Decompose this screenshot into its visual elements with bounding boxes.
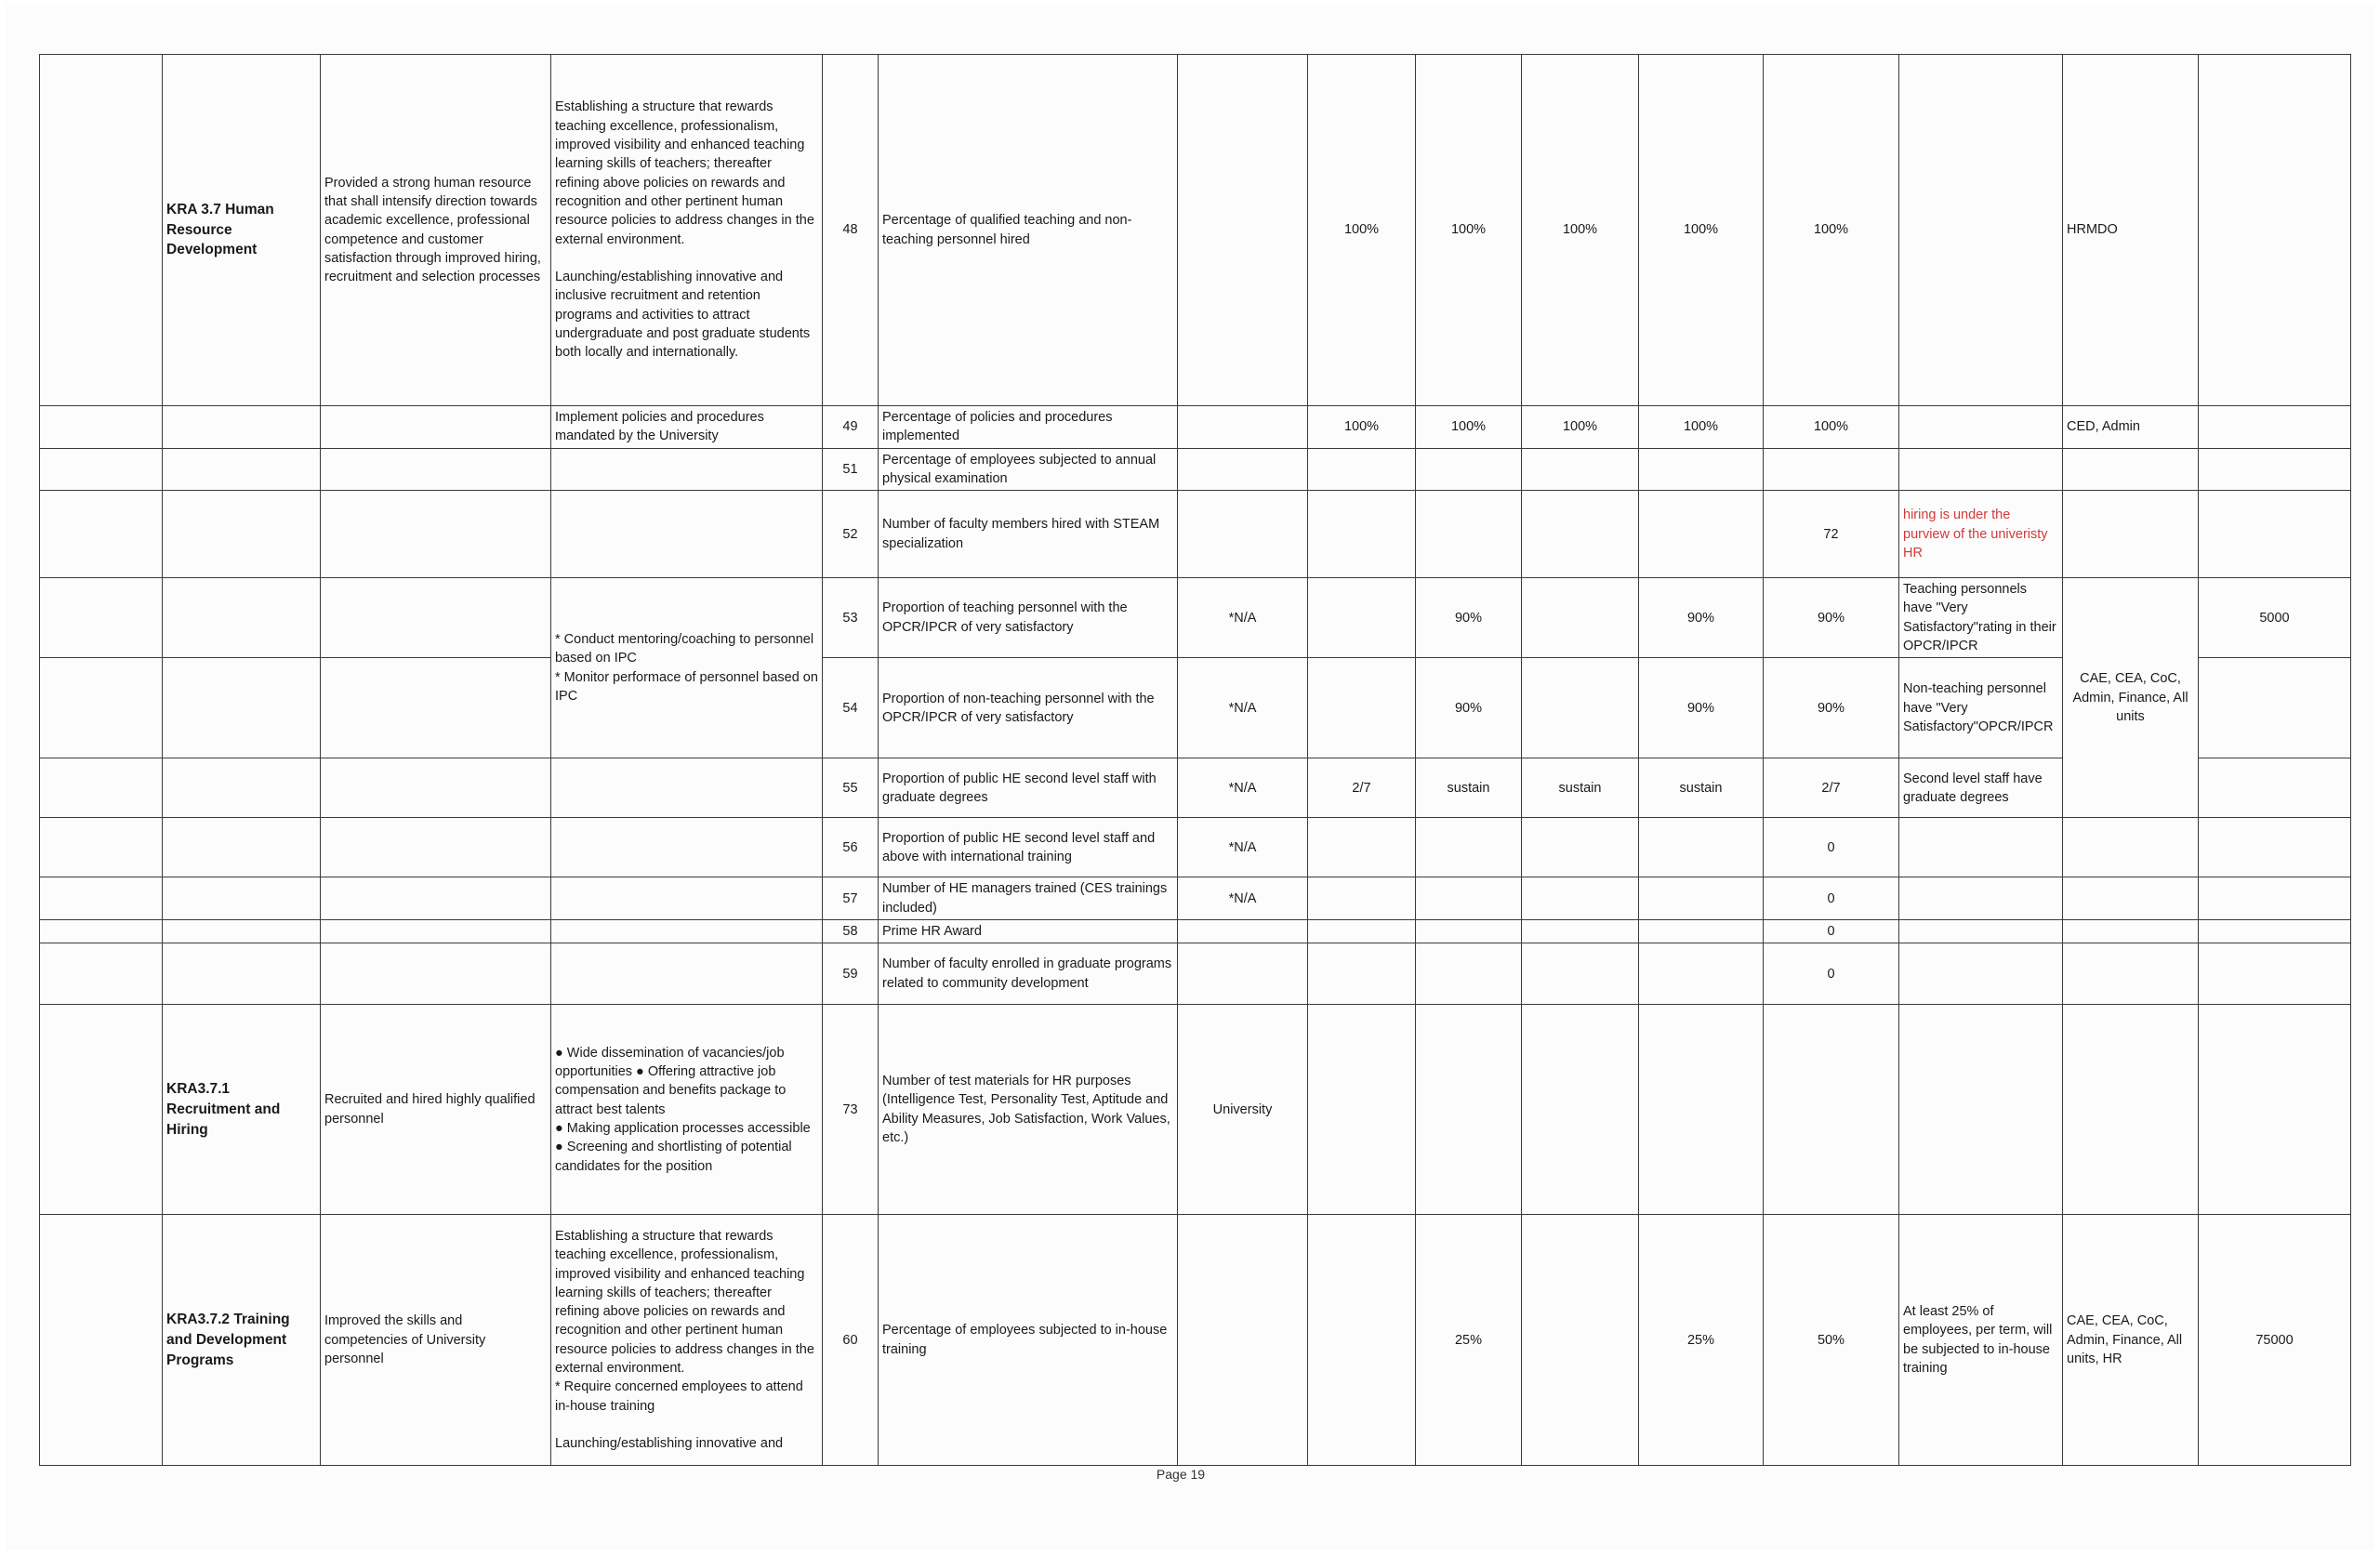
indicator-number: 54 [823,658,879,758]
indicator-text: Number of test materials for HR purposes (Intelligence Test, Personality Test, Aptitude and Ability Measures, Job Satisfaction, Work Values, etc.) [879,1005,1178,1215]
office-cell: CAE, CEA, CoC, Admin, Finance, All units [2063,578,2199,818]
page-number: Page 19 [1156,1467,1206,1482]
indicator-number: 52 [823,491,879,578]
table-row [40,758,2351,818]
target-year-5: 72 [1764,491,1899,578]
target-year-4: sustain [1639,758,1764,818]
target-year-5: 90% [1764,658,1899,758]
indicator-number: 60 [823,1215,879,1466]
table-row [40,658,2351,758]
target-year-5: 100% [1764,55,1899,406]
target-year-1: 2/7 [1308,758,1416,818]
target-year-5: 0 [1764,943,1899,1005]
table-row [40,55,2351,406]
indicator-number: 58 [823,919,879,943]
kra-title: KRA3.7.1 Recruitment and Hiring [163,1005,321,1215]
indicator-text: Number of faculty members hired with STEAM specialization [879,491,1178,578]
target-year-5: 0 [1764,877,1899,920]
table-row [40,818,2351,877]
indicator-number: 57 [823,877,879,920]
table-row [40,943,2351,1005]
table-row [40,877,2351,920]
indicator-text: Proportion of public HE second level staff and above with international training [879,818,1178,877]
indicator-text: Percentage of policies and procedures implemented [879,406,1178,449]
target-year-2: 100% [1416,406,1522,449]
target-year-5: 50% [1764,1215,1899,1466]
indicator-number: 49 [823,406,879,449]
outcome-text: Recruited and hired highly qualified personnel [321,1005,551,1215]
table-row [40,491,2351,578]
table-row [40,448,2351,491]
indicator-text: Percentage of employees subjected to annual physical examination [879,448,1178,491]
indicator-number: 48 [823,55,879,406]
budget-cell: 75000 [2199,1215,2351,1466]
office-cell: CAE, CEA, CoC, Admin, Finance, All units, HR [2063,1215,2199,1466]
table-row [40,406,2351,449]
remarks-cell: Non-teaching personnel have "Very Satisfactory"OPCR/IPCR [1899,658,2063,758]
baseline-cell [1178,55,1308,406]
indicator-text: Percentage of employees subjected to in-house training [879,1215,1178,1466]
empty-cell [40,55,163,406]
baseline-cell: *N/A [1178,877,1308,920]
strategy-text: * Conduct mentoring/coaching to personnel based on IPC * Monitor performace of personnel based on IPC [551,578,823,758]
budget-cell: 5000 [2199,578,2351,658]
indicator-text: Proportion of teaching personnel with the OPCR/IPCR of very satisfactory [879,578,1178,658]
remarks-cell: hiring is under the purview of the univeristy HR [1899,491,2063,578]
target-year-5: 0 [1764,919,1899,943]
target-year-2: 25% [1416,1215,1522,1466]
target-year-4: 100% [1639,55,1764,406]
table-row [40,578,2351,658]
indicator-number: 55 [823,758,879,818]
strategy-text: Establishing a structure that rewards teaching excellence, professionalism, improved visibility and enhanced teaching learning skills of teachers; thereafter refining above policies on rewards and recognition and other pertinent human resource policies to address changes in the external environment. Launching/establishing innovative and inclusive recruitment and retention programs and activities to attract undergraduate and post graduate students both locally and internationally. [551,55,823,406]
kra-title: KRA 3.7 Human Resource Development [163,55,321,406]
indicator-number: 56 [823,818,879,877]
target-year-5: 2/7 [1764,758,1899,818]
strategy-text: ● Wide dissemination of vacancies/job opportunities ● Offering attractive job compensation and benefits package to attract best talents ● Making application processes accessible ● Screening and shortlisting of potential candidates for the position [551,1005,823,1215]
remarks-cell: Teaching personnels have "Very Satisfactory"rating in their OPCR/IPCR [1899,578,2063,658]
strategy-text: Establishing a structure that rewards teaching excellence, professionalism, improved visibility and enhanced teaching learning skills of teachers; thereafter refining above policies on rewards and recognition and other pertinent human resource policies to address changes in the external environment. * Require concerned employees to attend in-house training Launching/establishing innovative and [551,1215,823,1466]
target-year-3: 100% [1522,55,1639,406]
indicator-text: Number of faculty enrolled in graduate programs related to community development [879,943,1178,1005]
target-year-1: 100% [1308,55,1416,406]
indicator-number: 59 [823,943,879,1005]
target-year-2: 90% [1416,658,1522,758]
indicator-number: 73 [823,1005,879,1215]
target-year-4: 90% [1639,578,1764,658]
baseline-cell: *N/A [1178,818,1308,877]
target-year-4: 90% [1639,658,1764,758]
indicator-text: Number of HE managers trained (CES trainings included) [879,877,1178,920]
indicator-text: Percentage of qualified teaching and non-teaching personnel hired [879,55,1178,406]
office-cell: HRMDO [2063,55,2199,406]
baseline-cell: *N/A [1178,758,1308,818]
office-cell: CED, Admin [2063,406,2199,449]
kra-title: KRA3.7.2 Training and Development Programs [163,1215,321,1466]
target-year-1: 100% [1308,406,1416,449]
target-year-2: sustain [1416,758,1522,818]
outcome-text: Provided a strong human resource that shall intensify direction towards academic excellence, professional competence and customer satisfaction through improved hiring, recruitment and selection processes [321,55,551,406]
remarks-cell: At least 25% of employees, per term, will be subjected to in-house training [1899,1215,2063,1466]
baseline-cell: *N/A [1178,658,1308,758]
target-year-4: 100% [1639,406,1764,449]
target-year-5: 0 [1764,818,1899,877]
target-year-5: 90% [1764,578,1899,658]
target-year-2: 100% [1416,55,1522,406]
indicator-text: Proportion of public HE second level staff with graduate degrees [879,758,1178,818]
target-year-5: 100% [1764,406,1899,449]
remarks-cell: Second level staff have graduate degrees [1899,758,2063,818]
target-year-2: 90% [1416,578,1522,658]
outcome-text: Improved the skills and competencies of University personnel [321,1215,551,1466]
baseline-cell: University [1178,1005,1308,1215]
table-row [40,919,2351,943]
indicator-text: Prime HR Award [879,919,1178,943]
target-year-3: sustain [1522,758,1639,818]
budget-cell [2199,55,2351,406]
indicator-number: 53 [823,578,879,658]
table-row [40,1215,2351,1466]
indicator-text: Proportion of non-teaching personnel with the OPCR/IPCR of very satisfactory [879,658,1178,758]
table-row [40,1005,2351,1215]
operational-plan-table [39,54,2351,1466]
target-year-3: 100% [1522,406,1639,449]
baseline-cell: *N/A [1178,578,1308,658]
indicator-number: 51 [823,448,879,491]
remarks-cell [1899,55,2063,406]
strategy-text: Implement policies and procedures mandated by the University [551,406,823,449]
target-year-4: 25% [1639,1215,1764,1466]
